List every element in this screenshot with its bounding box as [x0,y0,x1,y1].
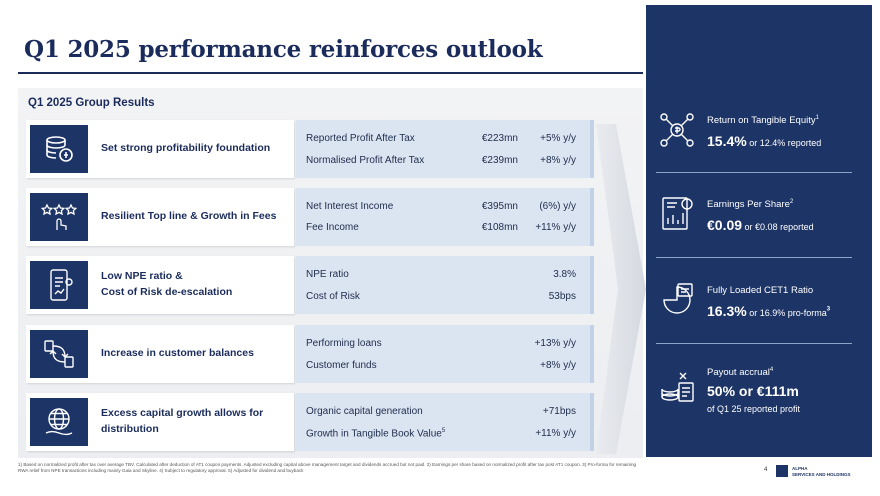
kpi-sub: or 12.4% reported [746,138,822,148]
network-coin-icon [658,111,696,149]
kpi-label: Fully Loaded CET1 Ratio [707,285,814,296]
section-title: Q1 2025 Group Results [28,97,155,109]
kpi-label-text: Payout accrual [707,367,770,379]
row-label: Set strong profitability foundation [101,142,271,155]
metric-name: Net Interest Income [306,201,394,212]
metric-name: Fee Income [306,222,359,233]
row-label [101,256,291,314]
row-metrics [296,120,594,178]
metric-name: Performing loans [306,338,382,349]
coins-stack-icon [30,125,88,173]
kpi-value [707,133,821,149]
kpi-sub: or €0.08 reported [742,222,814,232]
kpi-sub: or 16.9% pro-forma [746,308,827,318]
metric-change: +8% y/y [540,360,576,371]
row-metrics [296,256,594,314]
logo-text-line: ALPHA [792,466,808,471]
slide-title: Q1 2025 performance reinforces outlook [24,36,543,63]
kpi-label-text: Earnings Per Share [707,199,790,211]
kpi-panel [646,5,872,457]
footnote-marker: 4 [769,367,774,373]
result-row-customer-balances [26,325,596,383]
capital-ratio-icon [658,281,696,319]
document-chart-icon [658,195,696,233]
kpi-label [707,115,819,126]
kpi-note: of Q1 25 reported profit [707,404,801,414]
kpi-divider [656,172,852,173]
row-label-line: Low NPE ratio & [101,270,183,283]
row-label-card [26,325,294,383]
row-label-card [26,393,294,451]
row-metrics [296,188,594,246]
row-label [101,393,291,451]
row-label-card [26,188,294,246]
kpi-label [707,199,793,210]
metric-change: 53bps [548,291,576,302]
payout-coins-icon [658,369,696,407]
row-label-line: distribution [101,423,159,435]
chevron-arrow-icon [596,124,646,454]
result-row-capital [26,393,596,451]
metric-value: €108mn [481,222,518,233]
metric-value: €239mn [481,155,518,166]
metric-name: Customer funds [306,360,377,371]
title-divider [18,72,643,74]
kpi-value-text: 15.4% [707,133,747,149]
row-label: Increase in customer balances [101,347,254,360]
kpi-value-text: 16.3% [707,303,747,319]
footnote-marker: 2 [789,199,794,205]
kpi-divider [656,343,852,344]
metric-name [306,428,445,439]
kpi-value-text: €0.09 [707,217,743,233]
stars-hand-icon [30,193,88,241]
metric-change: (6%) y/y [539,201,576,212]
result-row-top-line [26,188,596,246]
metric-change: +5% y/y [540,133,576,144]
row-label-card [26,256,294,314]
row-metrics [296,393,594,451]
alpha-logo-icon [776,465,788,477]
footnotes: 1) Based on normalized profit after tax over average TBV. Calculated after deduction of AT1 coupon payments. Adjusted excluding capital above management target and dividends accrued but not paid. 2) Earnings per share based on normalized profit after tax post AT1 coupon. 3) Pro-forma for remaining RWA relief from NPE transactions including mainly Gaia and Skyline. 4) Subject to regulatory approval. 5) Adjusted for dividend and buyback [18,462,637,474]
metric-change: 3.8% [553,269,576,280]
logo-text-line: SERVICES AND HOLDINGS [792,471,851,477]
row-label-line: Excess capital growth allows for [101,407,264,420]
hands-exchange-icon [30,330,88,378]
page-number: 4 [764,467,768,473]
metric-change: +8% y/y [540,155,576,166]
logo-text [792,466,851,478]
row-label-card [26,120,294,178]
metric-name: Organic capital generation [306,406,423,417]
metric-value: €395mn [481,201,518,212]
kpi-divider [656,257,852,258]
metric-name: Reported Profit After Tax [306,133,415,144]
kpi-value: 50% or €111m [707,383,799,399]
result-row-npe [26,256,596,314]
globe-hand-icon [30,398,88,446]
result-row-profitability [26,120,596,178]
metric-value: €223mn [481,133,518,144]
footnote-marker: 5 [441,428,446,434]
kpi-label [707,367,773,378]
metric-change: +11% y/y [535,222,576,233]
kpi-value [707,303,830,319]
metric-name: Normalised Profit After Tax [306,155,425,166]
row-label-line: Cost of Risk de-escalation [101,286,233,298]
footnote-marker: 1 [815,115,819,121]
metric-name: NPE ratio [306,269,349,280]
metric-name: Cost of Risk [306,291,360,302]
kpi-label-text: Return on Tangible Equity [707,115,816,127]
phone-chart-icon [30,261,88,309]
row-metrics [296,325,594,383]
kpi-value [707,217,814,233]
metric-name-text: Growth in Tangible Book Value [306,428,442,440]
footnote-marker: 3 [826,306,831,313]
metric-change: +11% y/y [535,428,576,439]
metric-change: +71bps [542,406,576,417]
metric-change: +13% y/y [534,338,576,349]
row-label: Resilient Top line & Growth in Fees [101,210,277,223]
